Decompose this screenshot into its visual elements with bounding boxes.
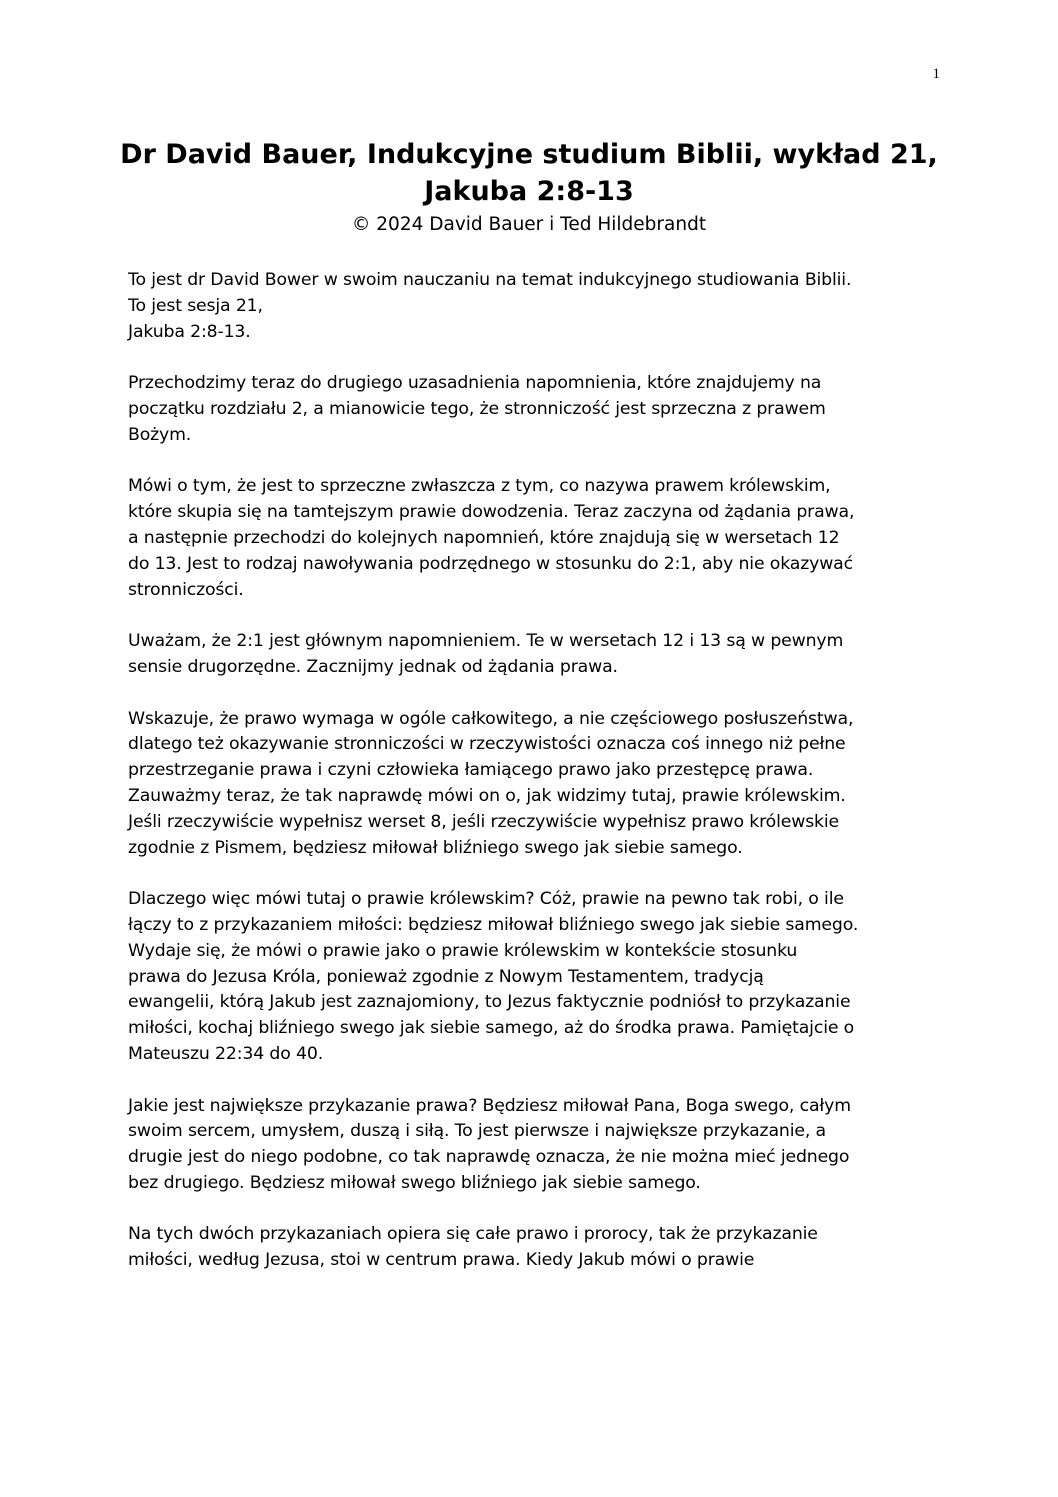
paragraph (128, 887, 943, 1068)
copyright-notice: © 2024 David Bauer i Ted Hildebrandt (351, 214, 707, 235)
text-line: początku rozdziału 2, a mianowicie tego, że stronniczość jest sprzeczna z prawem (128, 398, 826, 419)
text-line: które skupia się na tamtejszym prawie dowodzenia. Teraz zaczyna od żądania prawa, (128, 502, 855, 523)
text-line: ewangelii, którą Jakub jest zaznajomiony, to Jezus faktycznie podniósł to przykazanie (128, 992, 851, 1013)
text-line: Jakie jest największe przykazanie prawa? Będziesz miłował Pana, Boga swego, całym (128, 1095, 851, 1116)
text-line: do 13. Jest to rodzaj nawoływania podrzędnego w stosunku do 2:1, aby nie okazywać (128, 553, 853, 574)
text-line: łączy to z przykazaniem miłości: będziesz miłował bliźniego swego jak siebie samego. (128, 914, 859, 935)
paragraph (128, 371, 943, 448)
text-line: Jakuba 2:8-13. (128, 321, 251, 342)
text-line: To jest sesja 21, (128, 295, 263, 316)
text-line: Zauważmy teraz, że tak naprawdę mówi on o, jak widzimy tutaj, prawie królewskim. (128, 785, 846, 806)
text-line: przestrzeganie prawa i czyni człowieka łamiącego prawo jako przestępcę prawa. (128, 760, 814, 781)
text-line: Uważam, że 2:1 jest głównym napomnieniem. Te w wersetach 12 i 13 są w pewnym (128, 631, 844, 652)
text-line: bez drugiego. Będziesz miłował swego bliźniego jak siebie samego. (128, 1172, 701, 1193)
text-line: miłości, kochaj bliźniego swego jak siebie samego, aż do środka prawa. Pamiętajcie o (128, 1018, 855, 1039)
text-line: miłości, według Jezusa, stoi w centrum prawa. Kiedy Jakub mówi o prawie (128, 1250, 755, 1271)
document-header (110, 136, 948, 238)
text-line: a następnie przechodzi do kolejnych napomnień, które znajdują się w wersetach 12 (128, 527, 840, 548)
paragraph (128, 707, 943, 862)
text-line: Jeśli rzeczywiście wypełnisz werset 8, jeśli rzeczywiście wypełnisz prawo królewskie (128, 811, 840, 832)
text-line: stronniczości. (128, 579, 244, 600)
paragraph (128, 629, 943, 681)
text-line: Na tych dwóch przykazaniach opiera się całe prawo i prorocy, tak że przykazanie (128, 1224, 818, 1245)
paragraph (128, 474, 943, 603)
document-title (110, 136, 948, 210)
text-line: prawa do Jezusa Króla, ponieważ zgodnie z Nowym Testamentem, tradycją (128, 966, 764, 987)
text-line: dlatego też okazywanie stronniczości w rzeczywistości oznacza coś innego niż pełne (128, 734, 846, 755)
title-line: Dr David Bauer, Indukcyjne studium Biblii, wykład 21, (120, 139, 938, 170)
paragraph (128, 1094, 943, 1197)
title-line: Jakuba 2:8-13 (424, 176, 634, 207)
text-line: Wydaje się, że mówi o prawie jako o prawie królewskim w kontekście stosunku (128, 940, 798, 961)
page-number: 1 (932, 66, 940, 82)
document-body (128, 268, 943, 1274)
text-line: Mówi o tym, że jest to sprzeczne zwłaszcza z tym, co nazywa prawem królewskim, (128, 476, 831, 497)
text-line: zgodnie z Pismem, będziesz miłował bliźniego swego jak siebie samego. (128, 837, 743, 858)
paragraph (128, 1222, 943, 1274)
text-line: swoim sercem, umysłem, duszą i siłą. To jest pierwsze i największe przykazanie, a (128, 1121, 826, 1142)
text-line: Mateuszu 22:34 do 40. (128, 1043, 324, 1064)
paragraph-intro (128, 268, 943, 345)
text-line: sensie drugorzędne. Zacznijmy jednak od żądania prawa. (128, 656, 618, 677)
text-line: To jest dr David Bower w swoim nauczaniu na temat indukcyjnego studiowania Biblii. (128, 270, 852, 290)
text-line: Wskazuje, że prawo wymaga w ogóle całkowitego, a nie częściowego posłuszeństwa, (128, 708, 854, 729)
text-line: drugie jest do niego podobne, co tak naprawdę oznacza, że nie można mieć jednego (128, 1147, 850, 1168)
text-line: Bożym. (128, 424, 192, 445)
text-line: Przechodzimy teraz do drugiego uzasadnienia napomnienia, które znajdujemy na (128, 373, 822, 394)
text-line: Dlaczego więc mówi tutaj o prawie królewskim? Cóż, prawie na pewno tak robi, o ile (128, 889, 844, 910)
